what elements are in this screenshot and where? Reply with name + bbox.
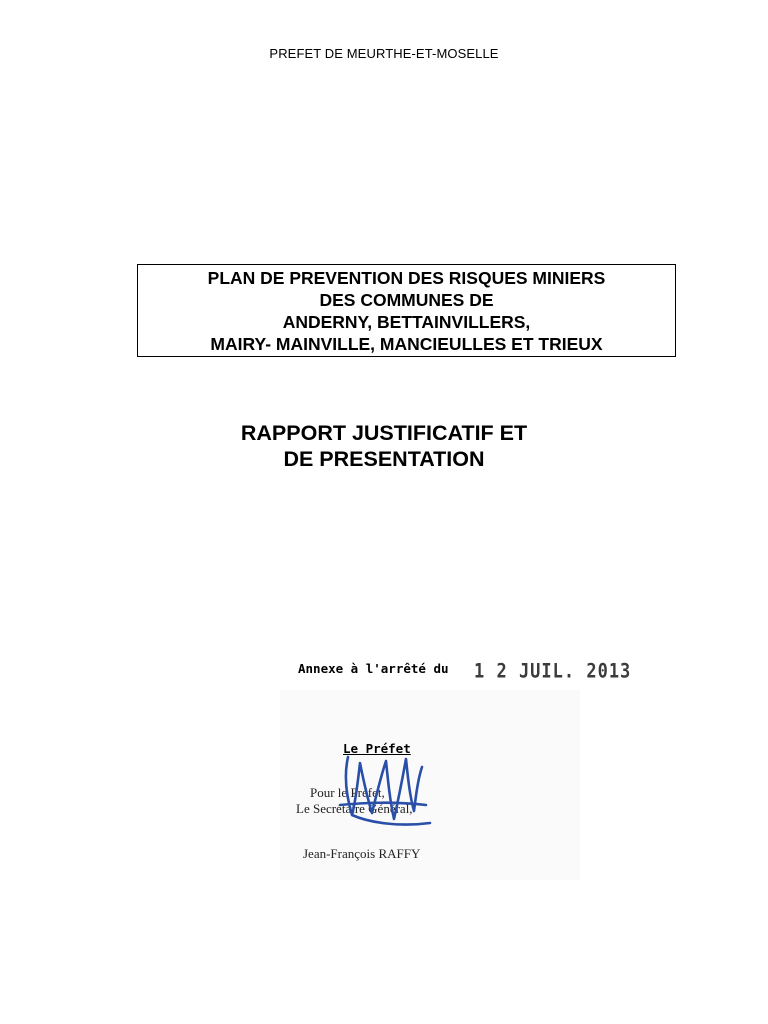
role-line: Le Secrétaire Général, [296, 801, 413, 816]
report-title-line: RAPPORT JUSTIFICATIF ET [240, 421, 528, 445]
delegation-line: Pour le Préfet, [310, 785, 385, 800]
report-title-line: DE PRESENTATION [283, 447, 485, 471]
issuer-header: PREFET DE MEURTHE-ET-MOSELLE [269, 46, 499, 61]
signer-name: Jean-François RAFFY [303, 846, 421, 861]
plan-title-line: MAIRY- MAINVILLE, MANCIEULLES ET TRIEUX [210, 334, 603, 354]
date-stamp: 1 2 JUIL. 2013 [474, 660, 632, 683]
plan-title-line: ANDERNY, BETTAINVILLERS, [282, 312, 531, 332]
plan-title-box [137, 264, 676, 357]
annex-label: Annexe à l'arrêté du [298, 661, 449, 676]
report-title [0, 420, 768, 472]
plan-title-line: DES COMMUNES DE [319, 290, 494, 310]
handwritten-signature [330, 745, 440, 840]
prefet-title: Le Préfet [343, 741, 411, 756]
plan-title-line: PLAN DE PREVENTION DES RISQUES MINIERS [207, 268, 606, 288]
